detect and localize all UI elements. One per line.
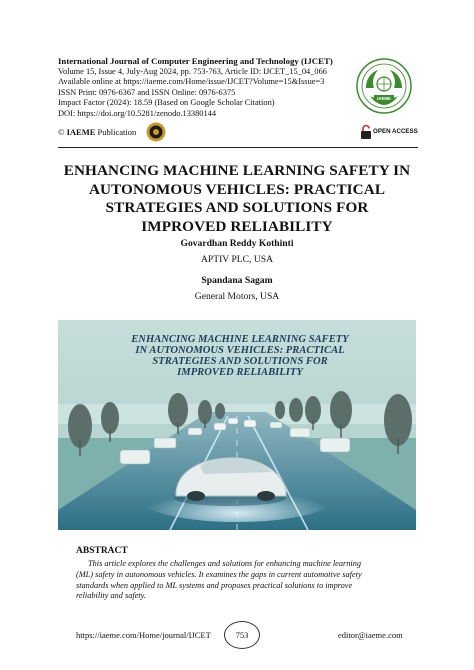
- paper-title: [40, 162, 434, 236]
- available-online-link[interactable]: Available online at https://iaeme.com/Home/issue/IJCET?Volume=15&Issue=3: [58, 77, 325, 87]
- publisher-name: IAEME: [66, 127, 96, 137]
- publisher-suffix: Publication: [95, 127, 137, 137]
- open-access-badge: [360, 122, 422, 142]
- journal-name: International Journal of Computer Engineering and Technology (IJCET): [58, 56, 333, 66]
- author-name: Spandana Sagam: [201, 275, 273, 286]
- publisher-line: [58, 127, 136, 137]
- footer-email-link[interactable]: editor@iaeme.com: [338, 630, 403, 640]
- author-affiliation: APTIV PLC, USA: [200, 254, 274, 265]
- abstract-heading: ABSTRACT: [76, 546, 128, 556]
- title-line: STRATEGIES AND SOLUTIONS FOR: [105, 199, 369, 217]
- open-access-label: OPEN ACCESS: [373, 128, 418, 135]
- title-line: IMPROVED RELIABILITY: [141, 217, 333, 235]
- publisher-row: [58, 122, 418, 144]
- publisher-badge-icon: [146, 122, 166, 142]
- issue-info: Volume 15, Issue 4, July-Aug 2024, pp. 753-763, Article ID: IJCET_15_04_066: [58, 66, 327, 76]
- abstract-text: [76, 559, 410, 602]
- doi-link[interactable]: DOI: https://doi.org/10.5281/zenodo.13380144: [58, 108, 217, 118]
- abstract-line: standards when applied to ML systems and proposes practical solutions to improve: [76, 580, 353, 590]
- journal-seal-logo: [356, 58, 412, 114]
- cover-title-line: IMPROVED RELIABILITY: [177, 367, 303, 378]
- impact-factor: Impact Factor (2024): 18.59 (Based on Google Scholar Citation): [58, 98, 275, 108]
- abstract-line: This article explores the challenges and solutions for enhancing machine learning: [88, 559, 361, 568]
- author-name: Govardhan Reddy Kothinti: [180, 238, 294, 249]
- abstract-line: (ML) safety in autonomous vehicles. It examines the gaps in current automotive safety: [76, 569, 362, 579]
- footer-journal-link[interactable]: https://iaeme.com/Home/journal/IJCET: [76, 630, 211, 640]
- title-line: ENHANCING MACHINE LEARNING SAFETY IN: [63, 162, 411, 179]
- author-affiliation: General Motors, USA: [194, 291, 280, 302]
- title-line: AUTONOMOUS VEHICLES: PRACTICAL: [88, 180, 386, 198]
- journal-header: [58, 56, 358, 120]
- abstract-line: reliability and safety.: [76, 591, 146, 601]
- page-number: 753: [224, 621, 260, 649]
- header-divider: [58, 147, 418, 148]
- issn-info: ISSN Print: 0976-6367 and ISSN Online: 0976-6375: [58, 87, 236, 97]
- cover-title-line: STRATEGIES AND SOLUTIONS FOR: [152, 356, 328, 367]
- open-lock-icon: [360, 124, 372, 140]
- cover-title-line: ENHANCING MACHINE LEARNING SAFETY: [131, 334, 349, 345]
- cover-illustration: [58, 320, 416, 530]
- cover-title-line: IN AUTONOMOUS VEHICLES: PRACTICAL: [135, 345, 345, 356]
- seal-text: IAEME: [377, 95, 391, 101]
- copyright-symbol: ©: [58, 127, 67, 137]
